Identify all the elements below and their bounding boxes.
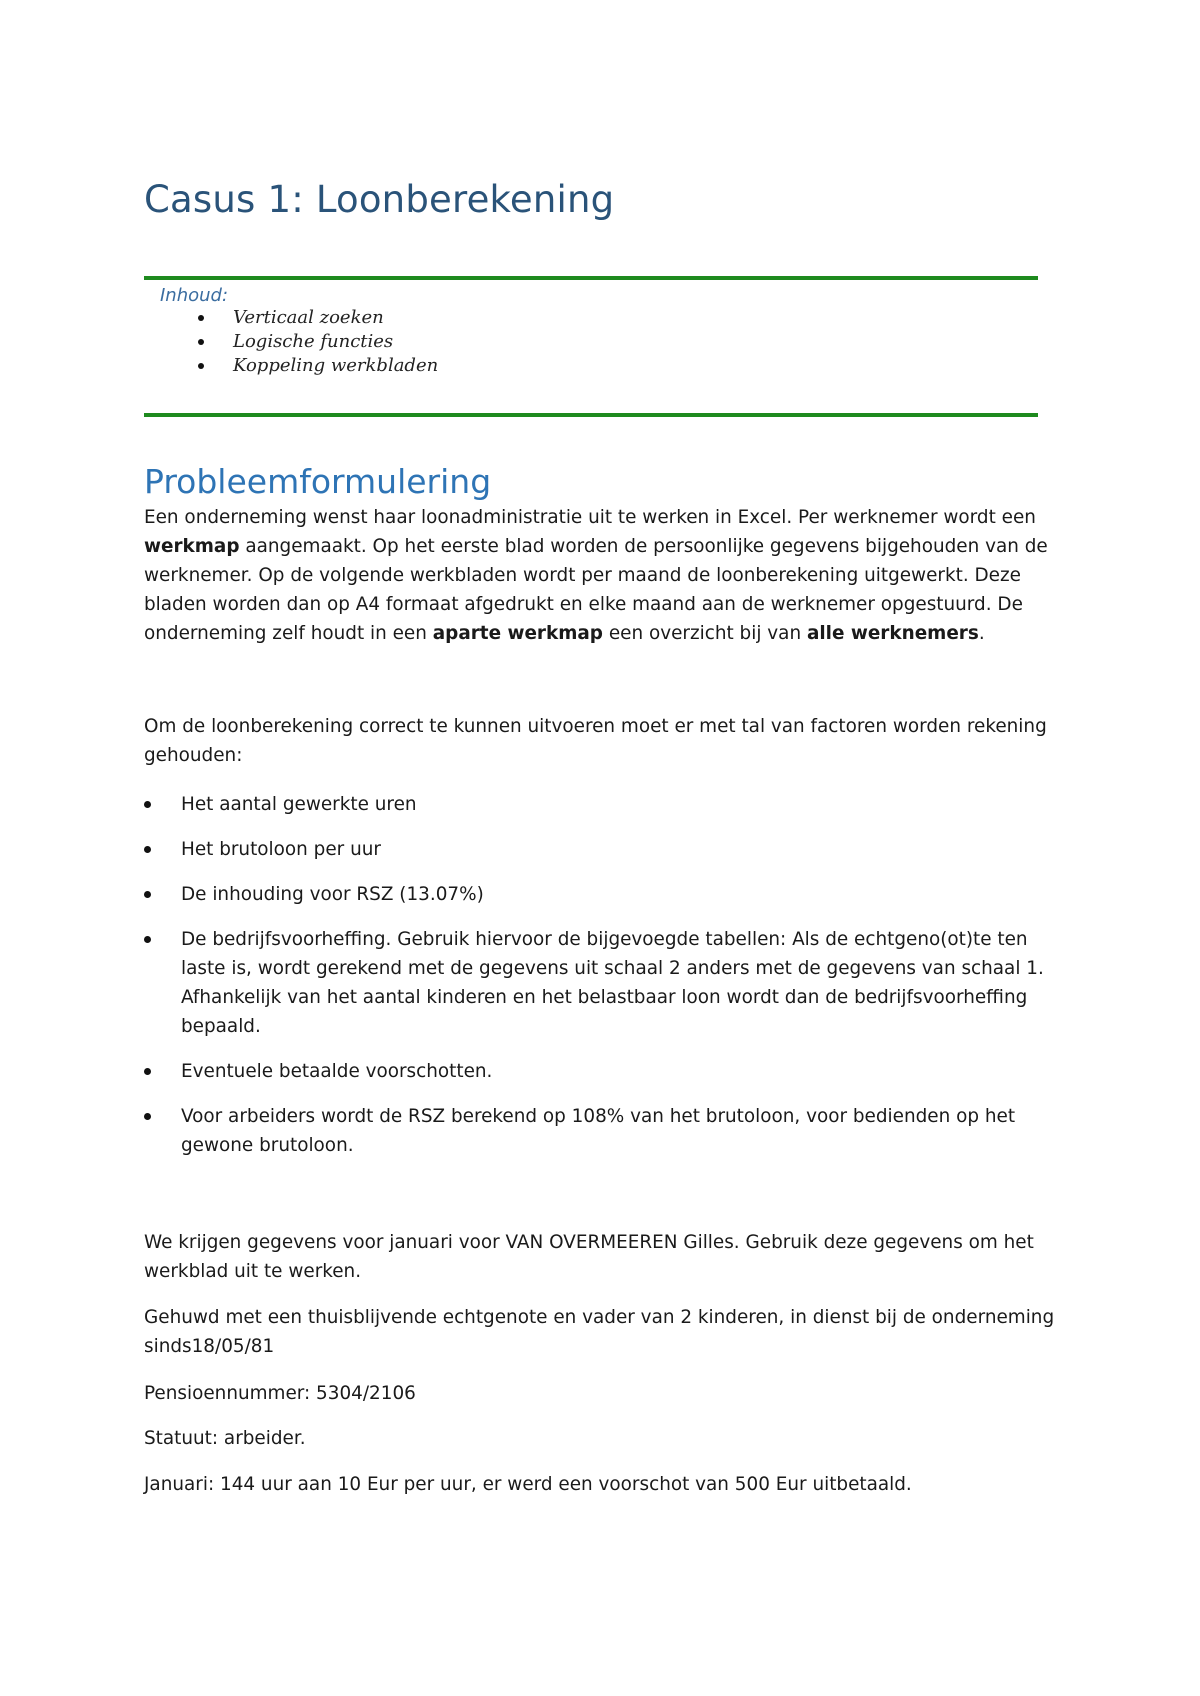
bullet-icon	[144, 891, 151, 898]
toc-item[interactable]	[196, 306, 438, 330]
bold-run: werkmap	[144, 536, 240, 557]
bold-run: alle werknemers	[806, 623, 979, 644]
january-data: Januari: 144 uur aan 10 Eur per uur, er werd een voorschot van 500 Eur uitbetaald.	[144, 1474, 912, 1495]
list-item	[144, 880, 1064, 909]
toc-top-rule	[144, 276, 1038, 280]
intro-paragraph	[144, 503, 1064, 648]
list-item-text: Voor arbeiders wordt de RSZ berekend op 108% van het brutoloon, voor bedienden op het gewone brutoloon.	[181, 1106, 1016, 1156]
family-status-paragraph: Gehuwd met een thuisblijvende echtgenote en vader van 2 kinderen, in dienst bij de onderneming sinds18/05/81	[144, 1307, 1055, 1357]
text-run: Een onderneming wenst haar loonadministratie uit te werken in Excel. Per werknemer wordt een	[144, 507, 1036, 528]
toc-item[interactable]	[196, 330, 438, 354]
text-run: .	[978, 623, 985, 644]
section-heading: Probleemformulering	[144, 462, 492, 501]
list-item-text: Het brutoloon per uur	[181, 839, 381, 860]
list-item-text: Eventuele betaalde voorschotten.	[181, 1061, 493, 1082]
bullet-icon	[144, 1113, 151, 1120]
list-item-text: Het aantal gewerkte uren	[181, 794, 417, 815]
factors-intro-paragraph: Om de loonberekening correct te kunnen uitvoeren moet er met tal van factoren worden rekening gehouden:	[144, 716, 1047, 766]
text-run: aangemaakt. Op het eerste blad worden de persoonlijke gegevens bijgehouden van de werknemer. Op de volgende werkbladen wordt per maand de loonberekening uitgewerkt. Deze bladen worden dan op A4 formaat afgedrukt en elke maand aan de werknemer opgestuurd. De onderneming zelf houdt in een	[144, 536, 1048, 644]
bullet-icon	[198, 339, 204, 345]
toc-list	[196, 306, 438, 378]
toc-item-label: Logische functies	[233, 331, 394, 352]
bullet-icon	[144, 846, 151, 853]
case-data-paragraph: We krijgen gegevens voor januari voor VAN OVERMEEREN Gilles. Gebruik deze gegevens om het werkblad uit te werken.	[144, 1232, 1034, 1282]
toc-item-label: Verticaal zoeken	[233, 307, 384, 328]
bullet-icon	[144, 1068, 151, 1075]
text-run: een overzicht bij van	[602, 623, 807, 644]
bullet-icon	[198, 363, 204, 369]
bullet-icon	[144, 801, 151, 808]
factors-list	[144, 790, 1064, 1176]
bold-run: aparte werkmap	[432, 623, 603, 644]
list-item	[144, 835, 1064, 864]
bullet-icon	[144, 936, 151, 943]
list-item	[144, 790, 1064, 819]
toc-bottom-rule	[144, 413, 1038, 417]
list-item	[144, 1102, 1064, 1160]
toc-item[interactable]	[196, 354, 438, 378]
list-item-text: De bedrijfsvoorheffing. Gebruik hiervoor de bijgevoegde tabellen: Als de echtgeno(ot)te ten laste is, wordt gerekend met de gegevens uit schaal 2 anders met de gegevens van schaal 1. Afhankelijk van het aantal kinderen en het belastbaar loon wordt dan de bedrijfsvoorheffing bepaald.	[181, 929, 1044, 1037]
list-item-text: De inhouding voor RSZ (13.07%)	[181, 884, 484, 905]
employee-status: Statuut: arbeider.	[144, 1428, 306, 1449]
toc-item-label: Koppeling werkbladen	[233, 355, 439, 376]
pension-number: Pensioennummer: 5304/2106	[144, 1383, 416, 1404]
bullet-icon	[198, 315, 204, 321]
document-title: Casus 1: Loonberekening	[144, 178, 615, 221]
toc-heading: Inhoud:	[160, 285, 229, 306]
list-item	[144, 925, 1064, 1041]
list-item	[144, 1057, 1064, 1086]
